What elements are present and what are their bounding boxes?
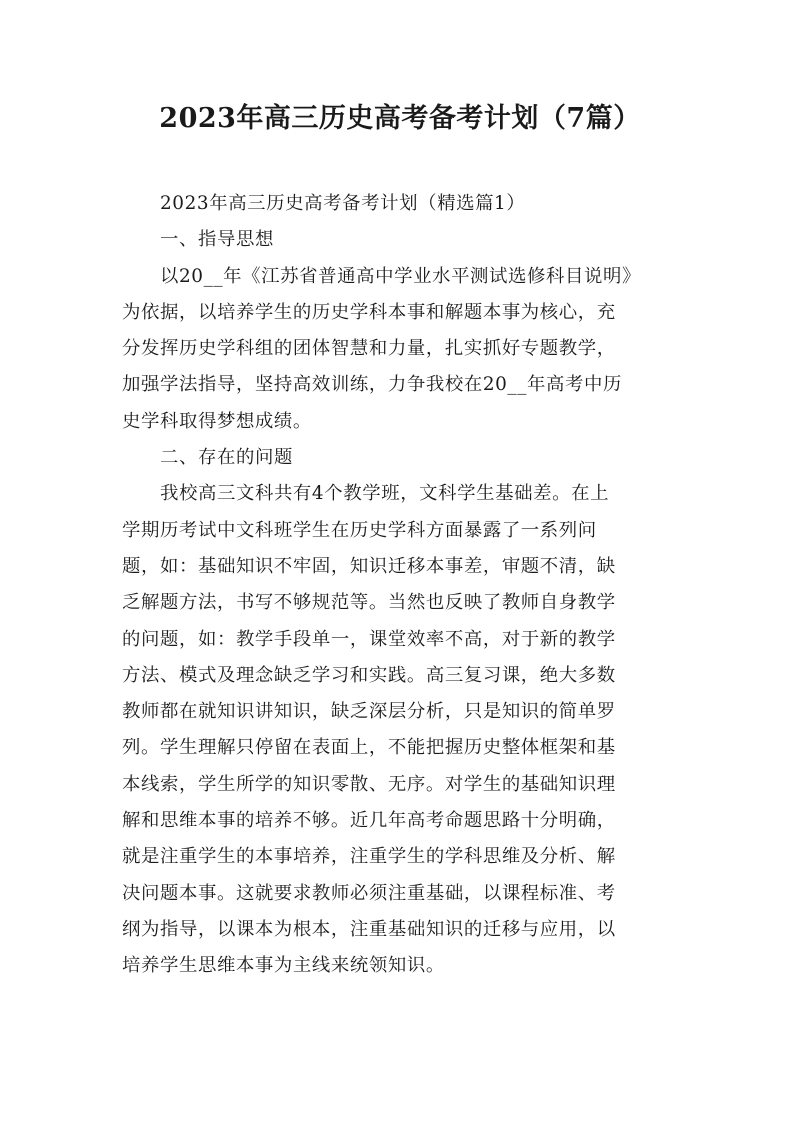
paragraph-line: 本线索，学生所学的知识零散、无序。对学生的基础知识理	[122, 773, 616, 795]
paragraph-line: 分发挥历史学科组的团体智慧和力量，扎实抓好专题教学，	[122, 338, 616, 360]
paragraph-line: 纲为指导，以课本为根本，注重基础知识的迁移与应用，以	[122, 918, 616, 940]
paragraph-line: 为依据，以培养学生的历史学科本事和解题本事为核心，充	[122, 301, 616, 323]
section-paragraph-existing-problems	[122, 476, 688, 984]
document-title: 2023年高三历史高考备考计划（7篇）	[159, 103, 641, 134]
paragraph-line: 列。学生理解只停留在表面上，不能把握历史整体框架和基	[122, 737, 616, 759]
section-heading-guiding-ideology: 一、指导思想	[160, 229, 274, 251]
paragraph-line: 题，如：基础知识不牢固，知识迁移本事差，审题不清，缺	[122, 555, 616, 577]
paragraph-line: 乏解题方法，书写不够规范等。当然也反映了教师自身教学	[122, 592, 616, 614]
paragraph-line: 教师都在就知识讲知识，缺乏深层分析，只是知识的简单罗	[122, 701, 616, 723]
document-body	[122, 186, 688, 985]
document-subtitle: 2023年高三历史高考备考计划（精选篇1）	[160, 193, 526, 214]
paragraph-line: 学期历考试中文科班学生在历史学科方面暴露了一系列问	[122, 519, 597, 541]
paragraph-line: 加强学法指导，坚持高效训练，力争我校在20__年高考中历	[122, 374, 622, 396]
section-paragraph-guiding-ideology	[122, 259, 688, 440]
paragraph-line: 就是注重学生的本事培养，注重学生的学科思维及分析、解	[122, 846, 616, 868]
paragraph-line: 的问题，如：教学手段单一，课堂效率不高，对于新的教学	[122, 628, 616, 650]
paragraph-line: 培养学生思维本事为主线来统领知识。	[122, 955, 445, 977]
section-heading-existing-problems: 二、存在的问题	[160, 447, 293, 469]
paragraph-line: 我校高三文科共有4个教学班，文科学生基础差。在上	[160, 483, 610, 505]
paragraph-line: 史学科取得梦想成绩。	[122, 410, 312, 432]
paragraph-line: 决问题本事。这就要求教师必须注重基础，以课程标准、考	[122, 882, 616, 904]
paragraph-line: 方法、模式及理念缺乏学习和实践。高三复习课，绝大多数	[122, 664, 616, 686]
paragraph-line: 解和思维本事的培养不够。近几年高考命题思路十分明确，	[122, 810, 616, 832]
paragraph-line: 以20__年《江苏省普通高中学业水平测试选修科目说明》	[160, 265, 641, 287]
